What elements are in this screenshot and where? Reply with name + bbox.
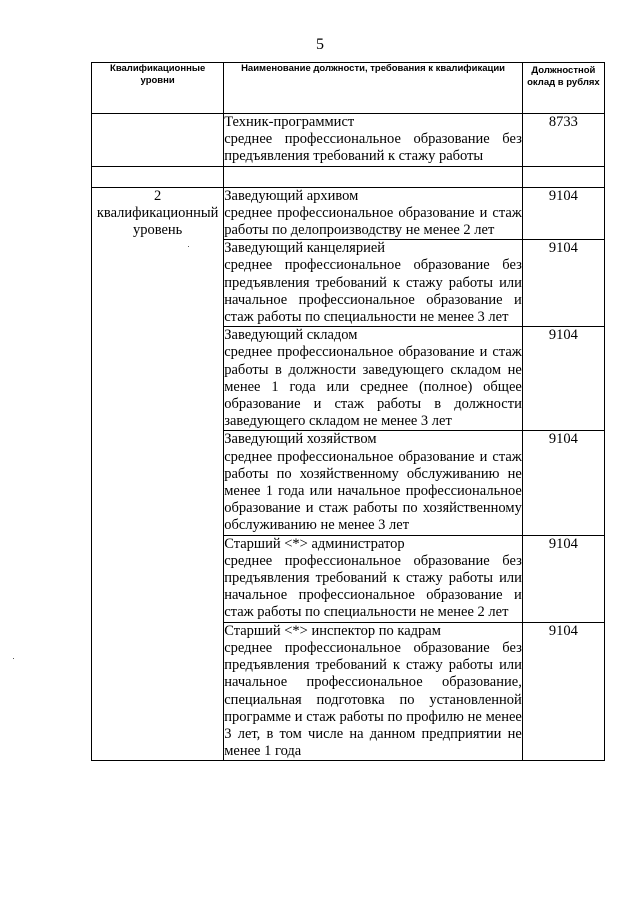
job-requirements: среднее профессиональное образование без предъявления требований к стажу работы bbox=[224, 131, 522, 165]
header-level: Квалификационные уровни bbox=[92, 63, 224, 114]
header-salary: Должностной оклад в рублях bbox=[522, 63, 604, 114]
table-header-row bbox=[92, 63, 605, 114]
salary-cell: 9104 bbox=[522, 240, 604, 327]
header-requirements: Наименование должности, требования к квалификации bbox=[224, 63, 523, 114]
requirements-cell bbox=[224, 431, 523, 535]
spacer-row bbox=[92, 166, 605, 187]
scan-speck bbox=[13, 658, 14, 659]
page-number: 5 bbox=[316, 36, 324, 53]
job-title: Старший <*> инспектор по кадрам bbox=[224, 622, 441, 639]
scan-speck bbox=[188, 246, 189, 247]
job-requirements: среднее профессиональное образование без предъявления требований к стажу работы или начальное профессиональное образование, специальная подготовка по установленной программе и стаж работы по профилю не менее 3 лет, в том числе на данном предприятии не менее 1 года bbox=[224, 639, 522, 760]
salary-cell: 9104 bbox=[522, 622, 604, 761]
level-cell-2: 2 квалификационный уровень bbox=[92, 187, 224, 761]
job-title: Старший <*> администратор bbox=[224, 535, 405, 552]
requirements-cell bbox=[224, 187, 523, 240]
salary-cell: 9104 bbox=[522, 535, 604, 622]
requirements-cell bbox=[224, 240, 523, 327]
salary-cell: 9104 bbox=[522, 327, 604, 431]
job-requirements: среднее профессиональное образование без предъявления требований к стажу работы или начальное профессиональное образование и стаж работы по специальности не менее 3 лет bbox=[224, 257, 522, 326]
job-requirements: среднее профессиональное образование и стаж работы по делопроизводству не менее 2 лет bbox=[224, 204, 522, 239]
salary-cell: 9104 bbox=[522, 431, 604, 535]
job-title: Заведующий складом bbox=[224, 327, 358, 344]
salary-cell: 9104 bbox=[522, 187, 604, 240]
job-requirements: среднее профессиональное образование и стаж работы по хозяйственному обслуживанию не менее 1 года или начальное профессиональное образование и стаж работы по хозяйственному обслуживанию не менее 3 лет bbox=[224, 448, 522, 534]
job-title: Заведующий архивом bbox=[224, 187, 359, 204]
job-title: Заведующий канцелярией bbox=[224, 240, 386, 257]
job-title: Техник-программист bbox=[224, 114, 355, 130]
requirements-cell bbox=[224, 622, 523, 761]
requirements-cell bbox=[224, 327, 523, 431]
level-cell-empty bbox=[92, 114, 224, 167]
job-requirements: среднее профессиональное образование без предъявления требований к стажу работы или начальное профессиональное образование и стаж работы по специальности не менее 2 лет bbox=[224, 552, 522, 621]
job-requirements: среднее профессиональное образование и стаж работы в должности заведующего складом не менее 1 года или среднее (полное) общее образование и стаж работы в должности заведующего складом не менее 3 лет bbox=[224, 344, 522, 430]
table-row bbox=[92, 187, 605, 240]
table-row bbox=[92, 114, 605, 167]
job-title: Заведующий хозяйством bbox=[224, 431, 377, 448]
requirements-cell bbox=[224, 114, 523, 167]
qualification-table bbox=[91, 62, 605, 761]
salary-cell: 8733 bbox=[522, 114, 604, 167]
requirements-cell bbox=[224, 535, 523, 622]
